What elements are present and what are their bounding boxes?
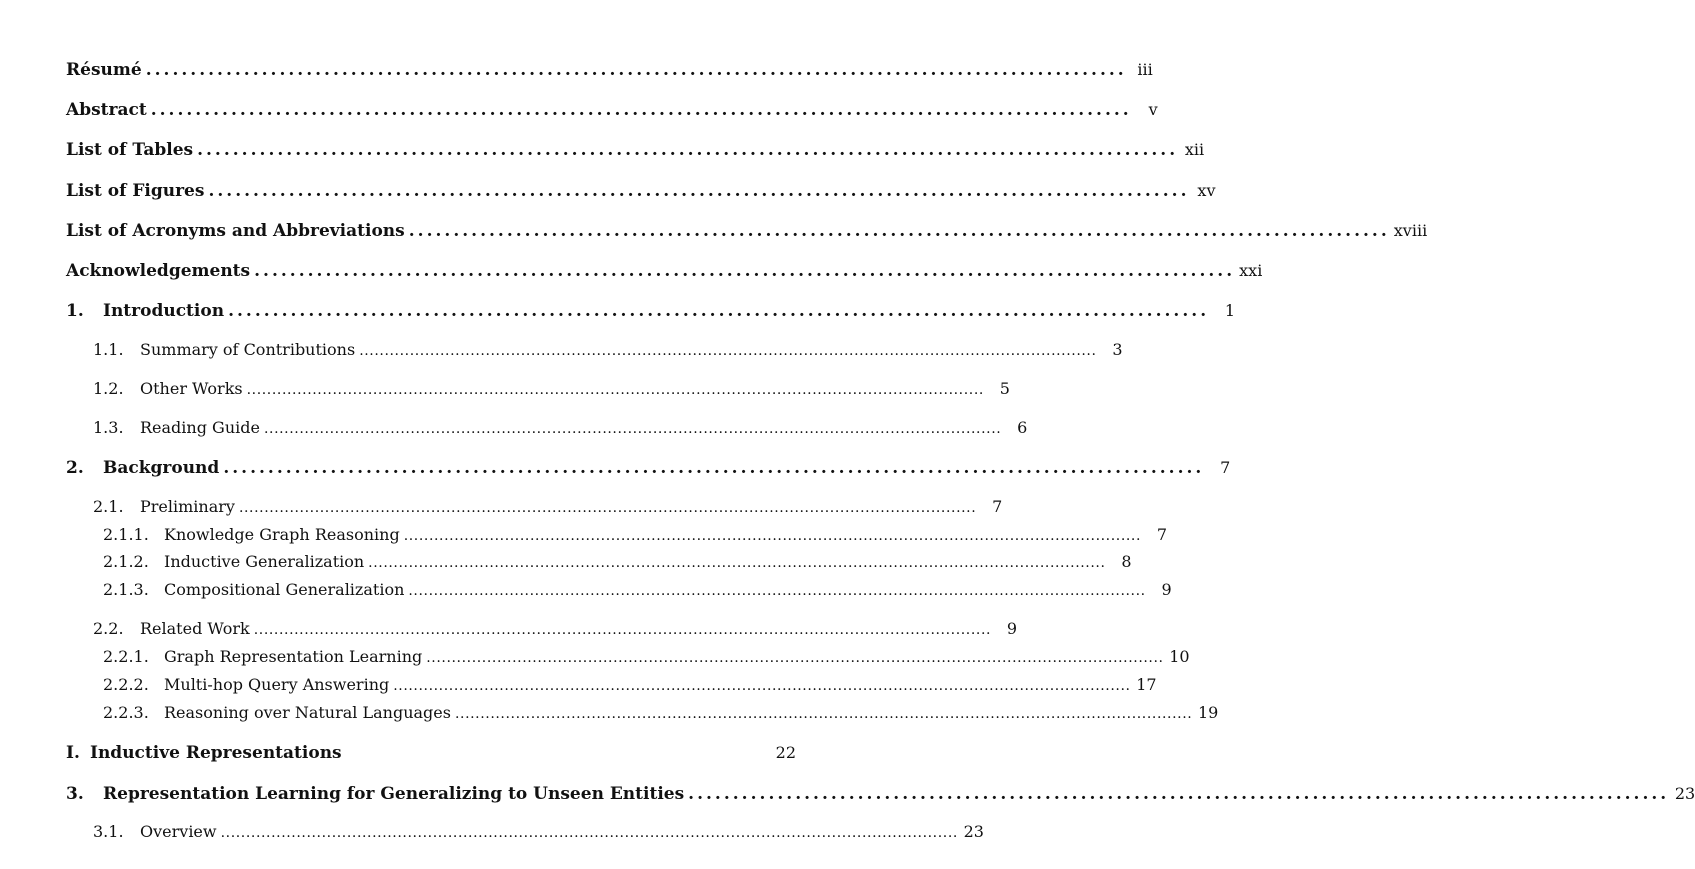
toc-entry-resume[interactable] (66, 60, 1153, 84)
toc-entry-page: 9 (1006, 619, 1018, 638)
dot-leader: .................................................................................................................................................. (220, 825, 958, 841)
toc-entry-number: 1. (66, 301, 84, 321)
dot-leader: .................................................................................................................................................. (263, 421, 1002, 437)
toc-entry-title: Preliminary (140, 497, 235, 516)
toc-entry-title: Reading Guide (140, 418, 260, 437)
dot-leader: .................................................................................................................................................. (454, 706, 1193, 722)
toc-entry-page: 17 (1136, 675, 1157, 694)
toc-entry-number: 2.1.1. (103, 525, 149, 544)
toc-entry-title: Inductive Representations (90, 743, 342, 763)
toc-entry-title: Inductive Generalization (164, 552, 365, 571)
dot-leader: .................................................................................................................................................. (403, 528, 1142, 544)
toc-entry-subsection-2-2-2[interactable] (103, 675, 1157, 699)
toc-entry-title: Overview (140, 822, 217, 841)
toc-entry-number: 2.2.1. (103, 647, 149, 666)
dot-leader: .............................................................................................................. (228, 301, 1210, 321)
toc-entry-page: xv (1197, 181, 1216, 200)
toc-entry-title: Summary of Contributions (140, 340, 356, 359)
toc-entry-number: 2.2.3. (103, 703, 149, 722)
toc-entry-part-i[interactable] (66, 743, 796, 767)
toc-entry-title: Knowledge Graph Reasoning (164, 525, 400, 544)
dot-leader: .............................................................................................................. (408, 221, 1390, 241)
toc-entry-chapter-3[interactable] (66, 784, 1695, 808)
toc-entry-number: 2. (66, 458, 84, 478)
toc-entry-section-2-2[interactable] (93, 619, 1018, 643)
toc-entry-number: 2.2.2. (103, 675, 149, 694)
toc-entry-page: xviii (1393, 221, 1428, 240)
toc-entry-title: Multi-hop Query Answering (164, 675, 390, 694)
toc-entry-number: 1.3. (93, 418, 124, 437)
toc-entry-number: 2.1. (93, 497, 124, 516)
dot-leader: .................................................................................................................................................. (359, 343, 1097, 359)
toc-entry-title: Representation Learning for Generalizing to Unseen Entities (103, 784, 685, 804)
toc-entry-page: iii (1137, 60, 1153, 79)
toc-entry-abstract[interactable] (66, 100, 1158, 124)
toc-entry-page: 10 (1169, 647, 1190, 666)
toc-entry-page: 22 (775, 743, 796, 762)
toc-entry-page: 7 (992, 497, 1003, 516)
toc-entry-chapter-2[interactable] (66, 458, 1231, 482)
toc-entry-title: Abstract (66, 100, 147, 120)
toc-entry-page: xxi (1239, 261, 1263, 280)
dot-leader: .............................................................................................................. (150, 100, 1132, 120)
toc-entry-page: 3 (1112, 340, 1123, 359)
toc-entry-title: Compositional Generalization (164, 580, 405, 599)
toc-entry-subsection-2-2-3[interactable] (103, 703, 1219, 727)
toc-entry-list-of-figures[interactable] (66, 181, 1216, 205)
dot-leader: .................................................................................................................................................. (238, 500, 977, 516)
toc-entry-number: 1.1. (93, 340, 124, 359)
toc-entry-section-1-3[interactable] (93, 418, 1028, 442)
dot-leader: .................................................................................................................................................. (368, 555, 1106, 571)
toc-entry-page: 19 (1197, 703, 1219, 722)
toc-entry-number: 2.2. (93, 619, 124, 638)
toc-entry-title: List of Acronyms and Abbreviations (66, 221, 405, 241)
toc-entry-section-2-1[interactable] (93, 497, 1003, 521)
toc-entry-page: v (1148, 100, 1158, 119)
toc-entry-number: 3. (66, 784, 84, 804)
toc-entry-page: 23 (963, 822, 984, 841)
toc-entry-title: Introduction (103, 301, 225, 321)
dot-leader: .............................................................................................................. (688, 784, 1670, 804)
toc-entry-title: List of Figures (66, 181, 205, 201)
toc-entry-title: Graph Representation Learning (164, 647, 423, 666)
toc-entry-number: 2.1.2. (103, 552, 149, 571)
toc-entry-number: 2.1.3. (103, 580, 149, 599)
dot-leader: .................................................................................................................................................. (426, 650, 1164, 666)
toc-entry-section-1-1[interactable] (93, 340, 1123, 364)
toc-entry-title: Résumé (66, 60, 142, 80)
dot-leader: .............................................................................................................. (145, 60, 1127, 80)
toc-entry-number: 3.1. (93, 822, 124, 841)
toc-entry-title: Background (103, 458, 220, 478)
toc-entry-page: 8 (1121, 552, 1132, 571)
dot-leader: .............................................................................................................. (208, 181, 1190, 201)
toc-entry-page: 7 (1156, 525, 1168, 544)
dot-leader: .................................................................................................................................................. (393, 678, 1131, 694)
toc-entry-page: 1 (1224, 301, 1236, 320)
dot-leader: .................................................................................................................................................. (408, 583, 1146, 599)
dot-leader: .............................................................................................................. (254, 261, 1236, 281)
toc-entry-section-1-2[interactable] (93, 379, 1010, 403)
toc-entry-list-of-tables[interactable] (66, 140, 1205, 164)
dot-leader: .................................................................................................................................................. (253, 622, 992, 638)
toc-entry-page: 23 (1674, 784, 1695, 803)
toc-entry-section-3-1[interactable] (93, 822, 984, 846)
toc-entry-page: xii (1184, 140, 1205, 159)
toc-entry-title: Related Work (140, 619, 250, 638)
toc-entry-subsection-2-2-1[interactable] (103, 647, 1190, 671)
toc-entry-list-of-acronyms[interactable] (66, 221, 1428, 245)
toc-entry-page: 9 (1161, 580, 1172, 599)
toc-entry-page: 6 (1017, 418, 1028, 437)
toc-entry-subsection-2-1-3[interactable] (103, 580, 1172, 604)
dot-leader: .............................................................................................................. (223, 458, 1205, 478)
toc-entry-title: List of Tables (66, 140, 194, 160)
toc-entry-number: 1.2. (93, 379, 124, 398)
dot-leader: .............................................................................................................. (197, 140, 1179, 160)
toc-entry-number: I. (66, 743, 80, 763)
toc-entry-chapter-1[interactable] (66, 301, 1236, 325)
toc-entry-page: 7 (1220, 458, 1231, 477)
toc-entry-title: Acknowledgements (66, 261, 251, 281)
toc-entry-title: Reasoning over Natural Languages (164, 703, 451, 722)
toc-entry-title: Other Works (140, 379, 243, 398)
toc-entry-subsection-2-1-2[interactable] (103, 552, 1132, 576)
toc-entry-acknowledgements[interactable] (66, 261, 1263, 285)
toc-entry-subsection-2-1-1[interactable] (103, 525, 1168, 549)
toc-entry-page: 5 (999, 379, 1010, 398)
dot-leader: .................................................................................................................................................. (246, 382, 984, 398)
